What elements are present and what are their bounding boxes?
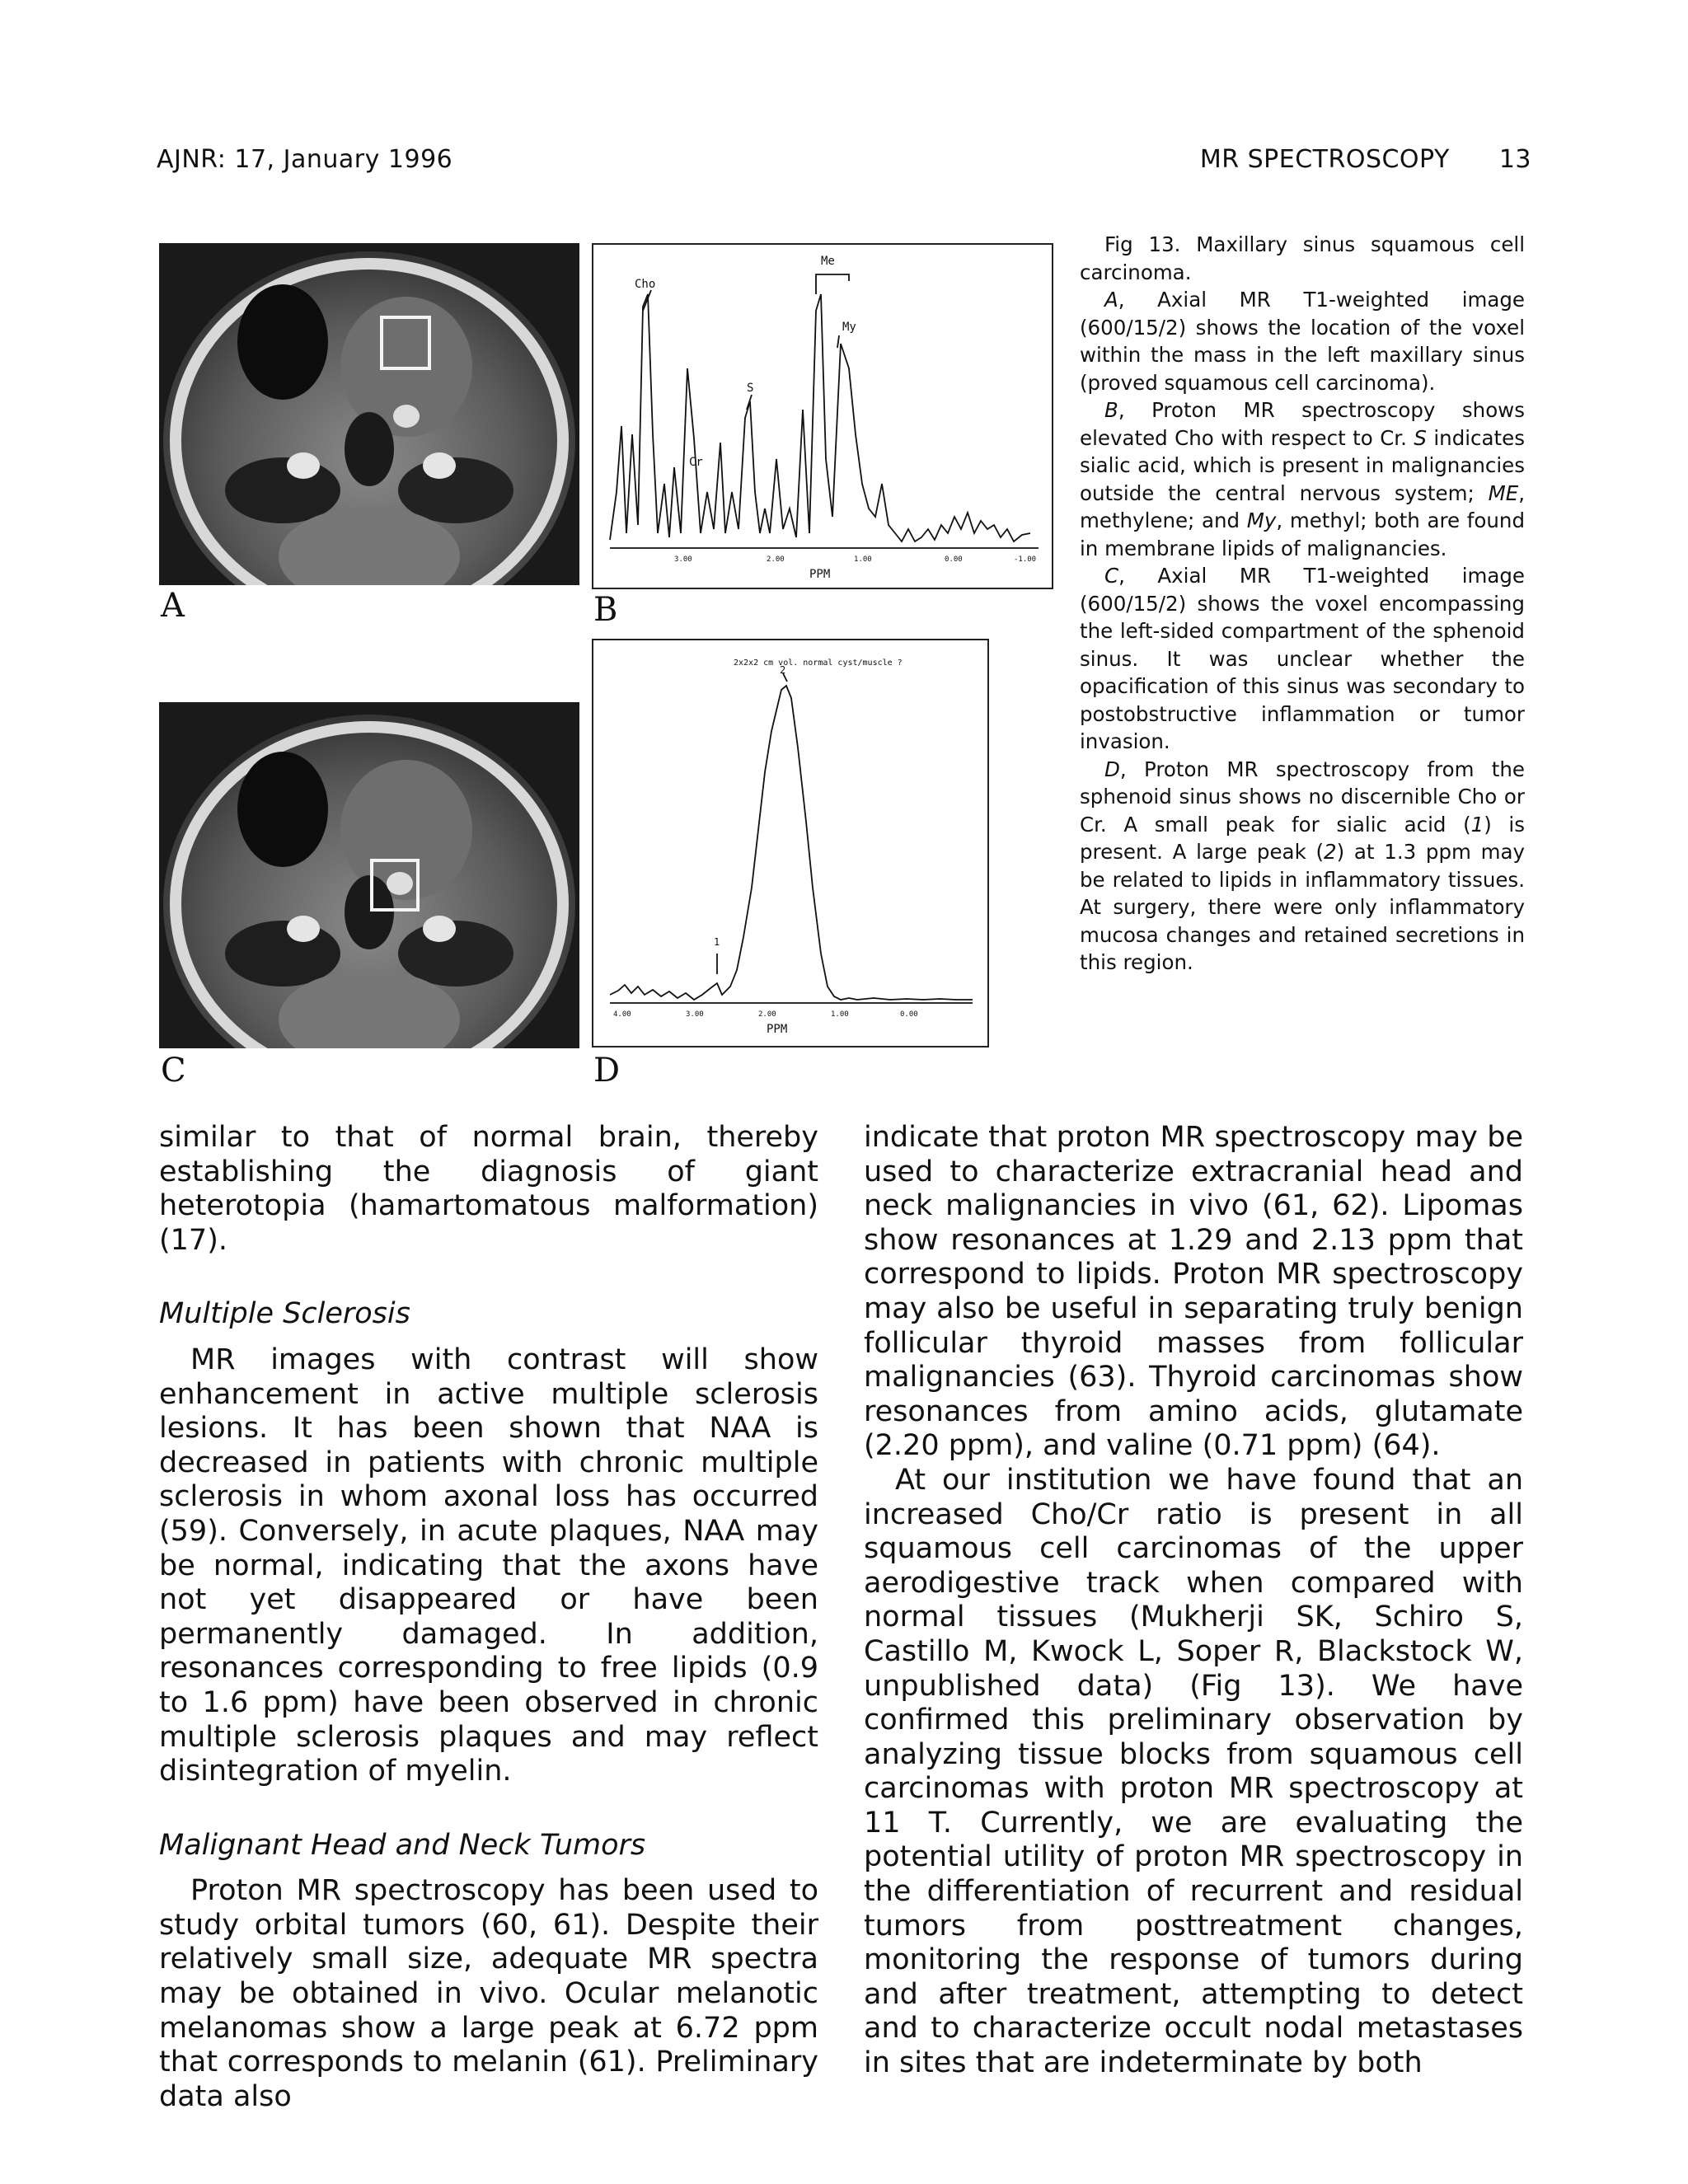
running-header-journal: AJNR: 17, January 1996 (157, 145, 453, 174)
axis-label-d: PPM (767, 1023, 788, 1036)
caption-c: C, Axial MR T1-weighted image (600/15/2) shows the voxel encompassing the left-sided compartment of the sphenoid sinus. It was unclear whether the opacification of this sinus was secondary to postobstructive inflammation or tumor invasion. (1080, 564, 1525, 753)
panel-label-c: C (161, 1052, 186, 1090)
mri-image-a (159, 243, 579, 585)
tick-d-4: 1.00 (831, 1010, 849, 1019)
section-heading-multiple-sclerosis: Multiple Sclerosis (159, 1297, 410, 1331)
figure-caption (1080, 231, 1525, 977)
body-column-left (159, 1121, 818, 2114)
spectrum-b (592, 243, 1053, 589)
caption-b: B, Proton MR spectroscopy shows elevated Cho with respect to Cr. S indicates sialic acid, which is present in malignancies outside the central nervous system; ME, methylene; and My, methyl; both are found in membrane lipids of malignancies. (1080, 398, 1526, 560)
paragraph: similar to that of normal brain, thereby establishing the diagnosis of giant heterotopia (hamartomatous malformation) (17). (159, 1121, 818, 1257)
mri-image-c (159, 702, 579, 1048)
tick-d-2: 3.00 (686, 1010, 704, 1019)
peak-label-cr: Cr (689, 456, 703, 469)
paragraph: indicate that proton MR spectroscopy may be used to characterize extracranial head and neck malignancies in vivo (61, 62). Lipomas show resonances at 1.29 and 2.13 ppm that correspond to lipids. Proton MR spectroscopy may also be useful in separating truly benign follicular thyroid masses from follicular malignancies (63). Thyroid carcinomas show resonances from amino acids, glutamate (2.20 ppm), and valine (0.71 ppm) (64). (864, 1121, 1523, 1463)
spectrum-d (592, 639, 989, 1047)
caption-a: A, Axial MR T1-weighted image (600/15/2) shows the location of the voxel within the mass in the left maxillary sinus (proved squamous cell carcinoma). (1080, 288, 1525, 395)
caption-title: Fig 13. Maxillary sinus squamous cell carcinoma. (1080, 232, 1525, 284)
peak-label-cho: Cho (635, 278, 656, 291)
tick-d-3: 2.00 (758, 1010, 776, 1019)
paragraph: Proton MR spectroscopy has been used to study orbital tumors (60, 61). Despite their relatively small size, adequate MR spectra may be obtained in vivo. Ocular melanotic melanomas show a large peak at 6.72 ppm that corresponds to melanin (61). Preliminary data also (159, 1874, 818, 2113)
peak-label-me: Me (821, 255, 835, 268)
peak-label-my: My (842, 321, 856, 334)
section-title: MR SPECTROSCOPY (1199, 145, 1450, 174)
spectrum-d-line (610, 686, 973, 1000)
paragraph: At our institution we have found that an increased Cho/Cr ratio is present in all squamous cell carcinomas of the upper aerodigestive track when compared with normal tissues (Mukherji SK, Schiro S, Castillo M, Kwock L, Soper R, Blackstock W, unpublished data) (Fig 13). We have confirmed this preliminary observation by analyzing tissue blocks from squamous cell carcinomas with proton MR spectroscopy at 11 T. Currently, we are evaluating the potential utility of proton MR spectroscopy in the differentiation of recurrent and residual tumors from posttreatment changes, monitoring the response of tumors during and after treatment, attempting to detect and to characterize occult nodal metastases in sites that are indeterminate by both (864, 1463, 1523, 2080)
peak-label-d-1: 1 (714, 936, 720, 948)
section-heading-head-neck-tumors: Malignant Head and Neck Tumors (159, 1828, 646, 1862)
tick-b-3: 1.00 (854, 555, 872, 564)
peak-label-d-2: 2 (780, 664, 786, 676)
tick-d-1: 4.00 (613, 1010, 631, 1019)
tick-b-4: 0.00 (945, 555, 963, 564)
caption-d: D, Proton MR spectroscopy from the sphenoid sinus shows no discernible Cho or Cr. A small peak for sialic acid (1) is present. A large peak (2) at 1.3 ppm may be related to lipids in inflammatory tissues. At surgery, there were only inflammatory mucosa changes and retained secretions in this region. (1080, 757, 1525, 974)
spectrum-d-title: 2x2x2 cm vol. normal cyst/muscle ? (734, 658, 903, 668)
body-column-right (864, 1121, 1523, 2081)
page-number: 13 (1498, 145, 1531, 174)
panel-label-a: A (161, 587, 185, 625)
panel-label-b: B (593, 591, 618, 629)
tick-b-2: 2.00 (767, 555, 785, 564)
axis-label-b: PPM (809, 568, 831, 581)
spectrum-b-line (610, 294, 1030, 541)
peak-label-s: S (747, 382, 754, 395)
paragraph: MR images with contrast will show enhancement in active multiple sclerosis lesions. It has been shown that NAA is decreased in patients with chronic multiple sclerosis in whom axonal loss has occurred (59). Conversely, in acute plaques, NAA may be normal, indicating that the axons have not yet disappeared or have been permanently damaged. In addition, resonances corresponding to free lipids (0.9 to 1.6 ppm) have been observed in chronic multiple sclerosis plaques and may reflect disintegration of myelin. (159, 1343, 818, 1788)
tick-b-1: 3.00 (674, 555, 692, 564)
running-header-section (1200, 145, 1531, 174)
tick-d-5: 0.00 (900, 1010, 918, 1019)
tick-b-5: -1.00 (1014, 555, 1037, 564)
panel-label-d: D (593, 1052, 621, 1090)
